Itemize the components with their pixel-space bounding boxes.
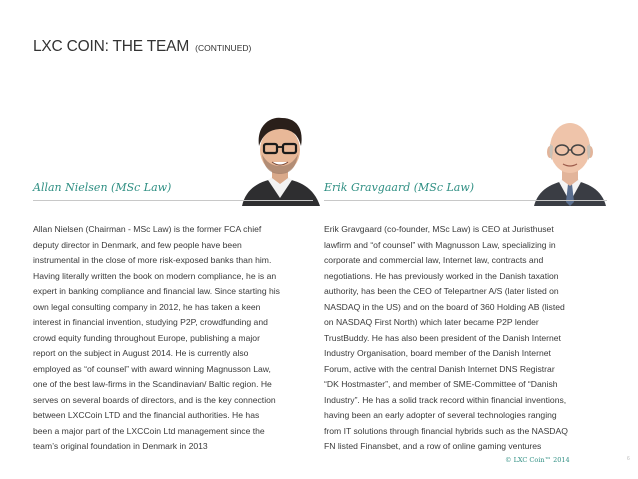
page-title-suffix: (CONTINUED) [195, 43, 252, 53]
bio-line: Forum, active with the central Danish Internet DNS Registrar [324, 363, 555, 374]
bio-erik-gravgaard [324, 222, 614, 455]
portrait-allan-nielsen-icon [238, 110, 322, 206]
copyright-footer: © LXC Coin™ 2014 [505, 456, 570, 464]
bio-line: corporate and commercial law, Internet law, contracts and [324, 255, 544, 265]
bio-line: having been an early adopter of several technologies ranging [324, 410, 557, 420]
bio-line: employed as “of counsel” with award winning Magnusson Law, [33, 363, 271, 374]
divider-left [33, 200, 313, 201]
portrait-erik-gravgaard-icon [532, 110, 608, 206]
bio-line: Industry Organisation, board member of the Danish Internet [324, 348, 551, 358]
bio-line: interest in financial invention, studying P2P, crowdfunding and [33, 317, 268, 327]
page-number: 6 [627, 456, 630, 462]
bio-line: “DK Hostmaster”, and member of SME-Committee of “Danish [324, 379, 558, 389]
bio-line: one of the best law-firms in the Scandinavian/ Baltic region. He [33, 379, 272, 389]
bio-line: FN listed Finansbet, and a row of online gaming ventures [324, 441, 542, 451]
bio-line: NASDAQ in the US) and on the board of 360 Holding AB (listed [324, 301, 565, 312]
page-title [33, 38, 251, 56]
bio-line: Having literally written the book on modern compliance, he is an [33, 270, 277, 281]
bio-line: Erik Gravgaard (co-founder, MSc Law) is CEO at Juristhuset [324, 224, 554, 234]
bio-allan-nielsen [33, 222, 319, 455]
bio-line: own legal consulting company in 2012, he has taken a keen [33, 301, 261, 312]
bio-line: Allan Nielsen (Chairman - MSc Law) is the former FCA chief [33, 224, 262, 234]
bio-line: instrumental in the close of more risk-exposed banks than him. [33, 255, 272, 265]
bio-line: team’s original foundation in Denmark in 2013 [33, 441, 208, 451]
bio-line: crowd equity funding throughout Europe, publishing a major [33, 332, 260, 343]
bio-line: authority, has been the CEO of Telepartner A/S (later listed on [324, 286, 559, 296]
bio-line: report on the subject in August 2014. He is currently also [33, 348, 249, 358]
bio-line: lawfirm and “of counsel” with Magnusson Law, specializing in [324, 239, 556, 250]
person-name-erik-gravgaard: Erik Gravgaard (MSc Law) [324, 181, 475, 194]
bio-line: expert in banking compliance and financial law. Since starting his [33, 286, 280, 296]
divider-right [324, 200, 607, 201]
bio-line: from IT solutions through financial hybrids such as the NASDAQ [324, 425, 568, 436]
bio-line: been a major part of the LXCCoin Ltd management since the [33, 425, 265, 436]
bio-line: deputy director in Denmark, and few people have been [33, 239, 242, 250]
bio-line: Industry”. He has a solid track record within financial inventions, [324, 394, 567, 405]
bio-line: negotiations. He has previously worked in the Danish taxation [324, 270, 559, 281]
bio-line: between LXCCoin LTD and the financial authorities. He has [33, 410, 260, 420]
person-name-allan-nielsen: Allan Nielsen (MSc Law) [33, 181, 172, 194]
bio-line: TrustBuddy. He has also been president of the Danish Internet [324, 332, 561, 343]
bio-line: serves on several boards of directors, and is the key connection [33, 394, 276, 405]
page-title-main: LXC COIN: THE TEAM [33, 38, 190, 55]
bio-line: on NASDAQ First North) which later became P2P lender [324, 317, 539, 327]
